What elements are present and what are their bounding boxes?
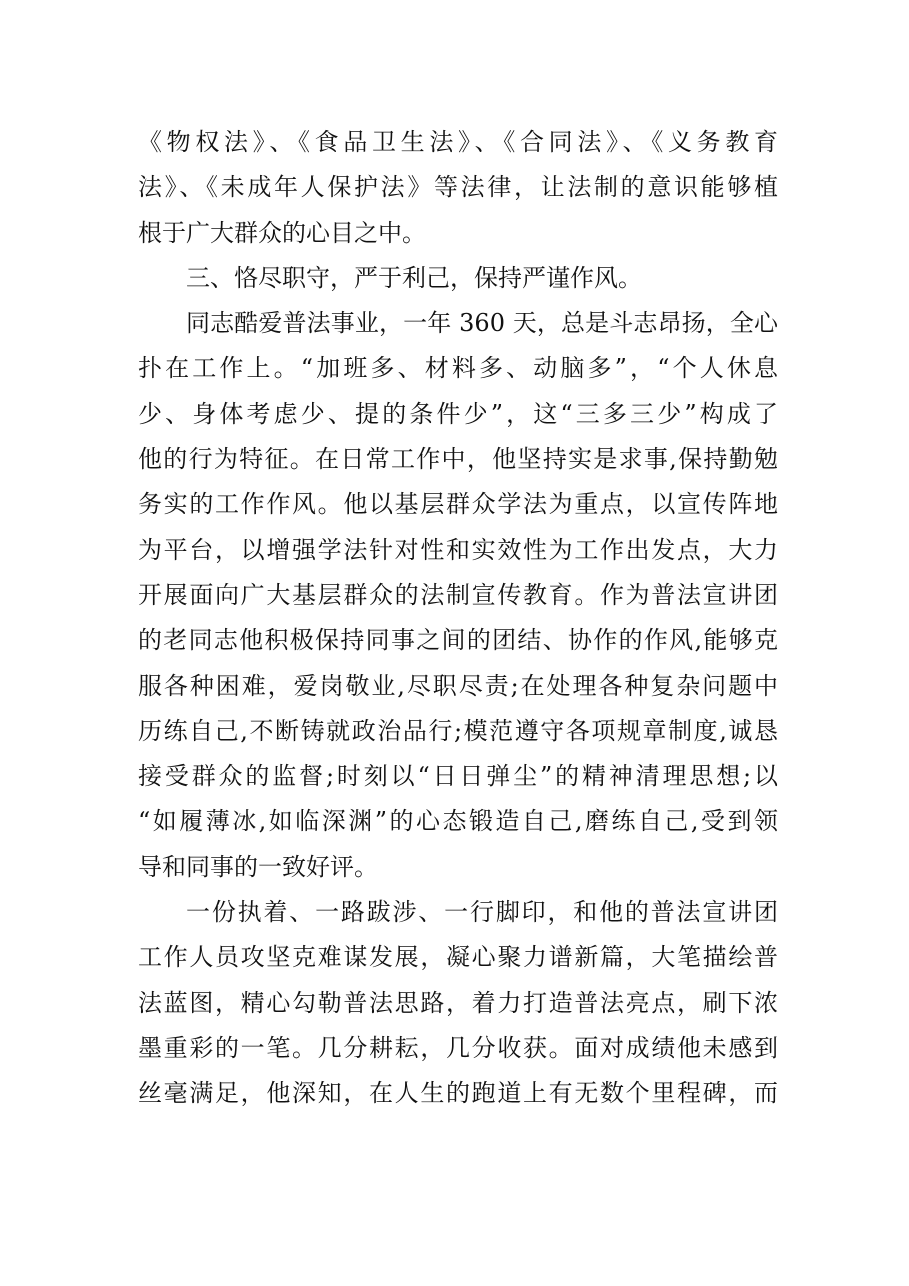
text-line: 为平台，以增强学法针对性和实效性为工作出发点，大力 [138,535,778,564]
text-line: 导和同事的一致好评。 [138,852,378,881]
document-body [138,120,778,1117]
text-line: 他的行为特征。在日常工作中，他坚持实是求事,保持勤勉 [138,445,778,474]
text-line: 扑在工作上。“加班多、材料多、动脑多”，“个人休息 [138,354,778,383]
text-line: 同志酷爱普法事业，一年 360 天，总是斗志昂扬，全心 [186,309,778,338]
text-line: “如履薄冰,如临深渊”的心态锻造自己,磨练自己,受到领 [138,807,778,836]
text-line: 一份执着、一路跋涉、一行脚印，和他的普法宣讲团 [186,898,778,927]
text-line: 少、身体考虑少、提的条件少”，这“三多三少”构成了 [138,399,778,428]
text-line: 法蓝图，精心勾勒普法思路，着力打造普法亮点，刷下浓 [138,988,778,1017]
text-line: 《物权法》、《食品卫生法》、《合同法》、《义务教育 [138,128,778,156]
text-line: 服各种困难，爱岗敬业,尽职尽责;在处理各种复杂问题中 [138,671,778,700]
text-line: 历练自己,不断铸就政治品行;模范遵守各项规章制度,诚恳 [138,716,778,745]
text-line: 的老同志他积极保持同事之间的团结、协作的作风,能够克 [138,626,778,655]
section-heading: 三、恪尽职守，严于利己，保持严谨作风。 [186,263,642,292]
text-line: 法》、《未成年人保护法》等法律，让法制的意识能够植 [138,173,778,202]
text-line: 根于广大群众的心目之中。 [138,218,426,247]
text-line: 开展面向广大基层群众的法制宣传教育。作为普法宣讲团 [138,580,778,609]
text-line: 丝毫满足，他深知，在人生的跑道上有无数个里程碑，而 [138,1079,778,1108]
text-line: 工作人员攻坚克难谋发展，凝心聚力谱新篇，大笔描绘普 [138,943,778,972]
text-line: 墨重彩的一笔。几分耕耘，几分收获。面对成绩他未感到 [138,1033,778,1062]
text-line: 接受群众的监督;时刻以“日日弹尘”的精神清理思想;以 [138,762,778,791]
text-line: 务实的工作作风。他以基层群众学法为重点，以宣传阵地 [138,490,778,519]
